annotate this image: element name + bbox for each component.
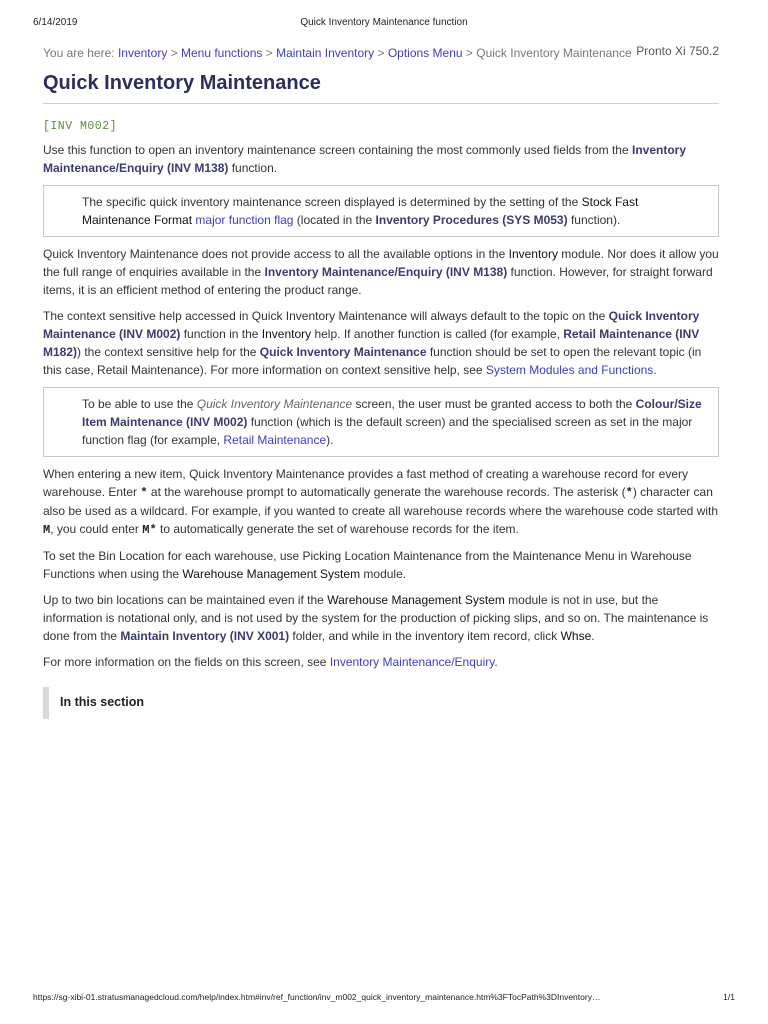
bin-location-paragraph: [43, 547, 719, 583]
context-help-paragraph: [43, 307, 719, 379]
bin-maintenance-paragraph: [43, 591, 719, 645]
breadcrumb: [43, 46, 632, 60]
link-system-modules-and-functions[interactable]: System Modules and Functions: [485, 363, 654, 377]
text: function.: [228, 161, 278, 175]
text: function should be set to open the relevant topic (in this case, Retail Maintenance). For more information on context sensitive help, see: [43, 345, 702, 377]
text: .: [653, 363, 657, 377]
function-ref: Quick Inventory Maintenance (INV M002): [43, 309, 700, 341]
text: ) the context sensitive help for the: [77, 345, 260, 359]
in-this-section-panel: [43, 687, 719, 719]
breadcrumb-link-options-menu[interactable]: Options Menu: [387, 46, 463, 60]
breadcrumb-separator: >: [167, 46, 181, 60]
text: Quick Inventory Maintenance does not provide access to all the available options in the: [43, 247, 509, 261]
breadcrumb-prefix: You are here:: [43, 46, 118, 60]
text: screen, the user must be granted access to both the: [352, 397, 636, 411]
page-number: 1/1: [723, 992, 735, 1002]
access-paragraph: [43, 245, 719, 299]
warehouse-paragraph: [43, 465, 719, 539]
page-title: Quick Inventory Maintenance: [43, 72, 719, 104]
code: M*: [142, 523, 157, 537]
keyword: Stock Fast Maintenance Format: [82, 195, 639, 227]
product-version: Pronto Xi 750.2: [636, 44, 719, 58]
print-header: [33, 17, 735, 31]
function-ref: Inventory Procedures (SYS M053): [375, 213, 568, 227]
text: function (which is the default screen) and the specialised screen as set in the major function flag (for example,: [82, 415, 693, 447]
print-footer: [33, 992, 735, 1004]
text: When entering a new item, Quick Inventory Maintenance provides a fast method of creating a warehouse record for every warehouse. Enter: [43, 467, 688, 499]
breadcrumb-current: Quick Inventory Maintenance: [476, 46, 632, 60]
text: Up to two bin locations can be maintained even if the: [43, 593, 328, 607]
more-info-paragraph: [43, 653, 719, 671]
text: To set the Bin Location for each warehouse, use Picking Location Maintenance from the Maintenance Menu in Warehouse Functions when using the: [43, 549, 692, 581]
code: M: [43, 523, 51, 537]
text: function in the: [180, 327, 262, 341]
keyword: Warehouse Management System: [182, 567, 361, 581]
code: *: [625, 486, 633, 500]
text: ).: [326, 433, 334, 447]
text: .: [494, 655, 498, 669]
text: The specific quick inventory maintenance screen displayed is determined by the setting of the: [82, 195, 582, 209]
breadcrumb-separator: >: [462, 46, 477, 60]
emphasis: Quick Inventory Maintenance: [196, 397, 353, 411]
text: function. However, for straight forward items, it is an efficient method of entering the product range.: [43, 265, 713, 297]
help-page: [43, 42, 719, 719]
text: at the warehouse prompt to automatically generate the warehouse records. The asterisk (: [147, 485, 626, 499]
print-url: https://sg-xibi-01.stratusmanagedcloud.com/help/index.htm#inv/ref_function/inv_m002_quick_inventory_maintenance.htm%3FTocPath%3DInventory…: [33, 992, 601, 1002]
keyword: Inventory: [261, 327, 312, 341]
text: ) character can also be used as a wildcard. For example, if you wanted to create all warehouse records where the warehouse code started with: [43, 485, 719, 518]
section-heading: In this section: [60, 695, 145, 709]
text: folder, and while in the inventory item record, click: [289, 629, 561, 643]
function-code: [INV M002]: [43, 120, 118, 133]
print-date: 6/14/2019: [33, 17, 78, 28]
breadcrumb-separator: >: [374, 46, 388, 60]
function-ref: Maintain Inventory (INV X001): [120, 629, 290, 643]
text: , you could enter: [50, 522, 143, 536]
intro-paragraph: [43, 141, 719, 177]
function-ref: Inventory Maintenance/Enquiry (INV M138): [264, 265, 508, 279]
function-ref: Colour/Size Item Maintenance (INV M002): [82, 397, 702, 429]
link-retail-maintenance[interactable]: Retail Maintenance: [223, 433, 327, 447]
text: module.: [360, 567, 407, 581]
text: (located in the: [293, 213, 376, 227]
text: For more information on the fields on this screen, see: [43, 655, 330, 669]
breadcrumb-link-inventory[interactable]: Inventory: [117, 46, 168, 60]
keyword: Inventory: [508, 247, 558, 261]
code: *: [140, 486, 148, 500]
link-major-function-flag[interactable]: major function flag: [195, 213, 294, 227]
topbar: [43, 42, 719, 64]
note-box-access: [43, 387, 719, 457]
keyword: Warehouse Management System: [327, 593, 505, 607]
function-ref: Inventory Maintenance/Enquiry (INV M138): [43, 143, 686, 175]
text: function).: [567, 213, 621, 227]
text: Use this function to open an inventory maintenance screen containing the most commonly used fields from the: [43, 143, 632, 157]
text: .: [591, 629, 595, 643]
text: To be able to use the: [82, 397, 197, 411]
text: to automatically generate the set of warehouse records for the item.: [156, 522, 519, 536]
function-ref: Quick Inventory Maintenance: [259, 345, 427, 359]
breadcrumb-link-maintain-inventory[interactable]: Maintain Inventory: [276, 46, 375, 60]
text: help. If another function is called (for example,: [311, 327, 564, 341]
text: The context sensitive help accessed in Quick Inventory Maintenance will always default to the topic on the: [43, 309, 609, 323]
note-box-format-flag: [43, 185, 719, 237]
keyword-whse-button: Whse: [560, 629, 592, 643]
link-inventory-maintenance-enquiry[interactable]: Inventory Maintenance/Enquiry: [329, 655, 495, 669]
function-ref: Retail Maintenance (INV M182): [43, 327, 700, 359]
text: module. Nor does it allow you the full range of enquiries available in the: [43, 247, 719, 279]
print-title: Quick Inventory Maintenance function: [300, 17, 468, 28]
breadcrumb-link-menu-functions[interactable]: Menu functions: [181, 46, 263, 60]
breadcrumb-separator: >: [262, 46, 277, 60]
text: module is not in use, but the information is notational only, and is not used by the system for the production of picking slips, and so on. The maintenance is done from the: [43, 593, 709, 643]
